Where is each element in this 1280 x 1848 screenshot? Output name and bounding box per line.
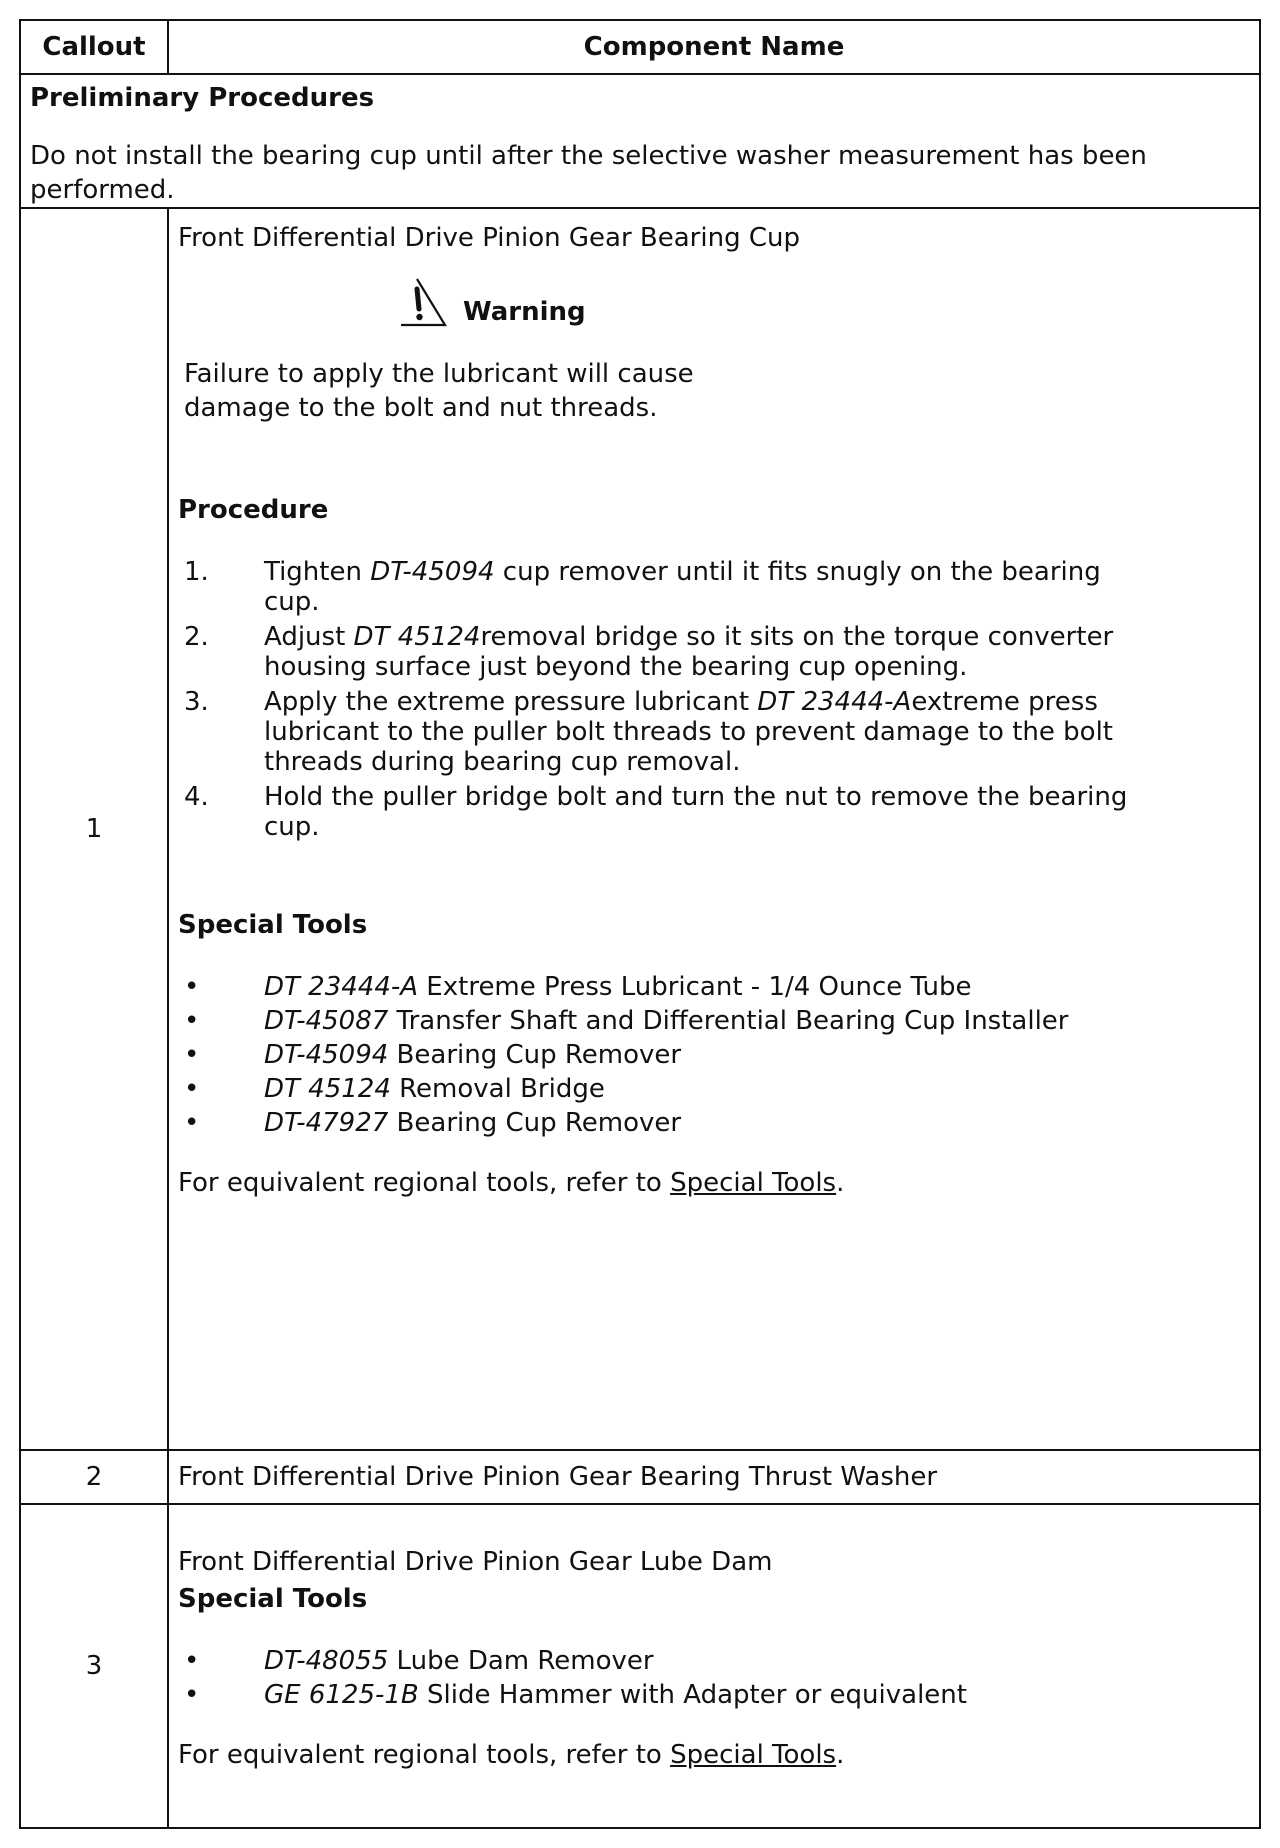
procedure-table bbox=[19, 19, 1261, 1829]
bullet: • bbox=[184, 972, 200, 1002]
tool-id: DT-48055 bbox=[264, 1646, 389, 1676]
callout-2: 2 bbox=[20, 1450, 168, 1504]
tool-id: DT 23444-A bbox=[264, 972, 419, 1002]
bullet: • bbox=[184, 1680, 200, 1710]
tool-id: GE 6125-1B bbox=[264, 1680, 419, 1710]
list-item: 4. Hold the puller bridge bolt and turn the nut to remove the bearing cup. bbox=[178, 782, 1259, 842]
tool-id: DT-47927 bbox=[264, 1108, 389, 1138]
tool-reference: DT 23444-A bbox=[757, 687, 912, 717]
bullet: • bbox=[184, 1646, 200, 1676]
refer-line-1: For equivalent regional tools, refer to Special Tools. bbox=[178, 1168, 845, 1198]
component-name-2: Front Differential Drive Pinion Gear Bearing Thrust Washer bbox=[178, 1462, 938, 1492]
preliminary-text: Do not install the bearing cup until after the selective washer measurement has been performed. bbox=[30, 141, 1147, 205]
list-item: 3. Apply the extreme pressure lubricant DT 23444-Aextreme press lubricant to the puller bolt threads to prevent damage to the bolt threads during bearing cup removal. bbox=[178, 687, 1259, 777]
warning-triangle-icon bbox=[395, 275, 451, 331]
tool-id: DT-45094 bbox=[264, 1040, 389, 1070]
warning-block bbox=[395, 275, 1259, 331]
bullet: • bbox=[184, 1040, 200, 1070]
step-number: 1. bbox=[184, 557, 209, 587]
special-tools-link[interactable]: Special Tools bbox=[670, 1740, 837, 1770]
special-tools-title: Special Tools bbox=[178, 910, 368, 940]
list-item: • DT-47927 Bearing Cup Remover bbox=[178, 1108, 1259, 1138]
tool-id: DT-45087 bbox=[264, 1006, 389, 1036]
tool-reference: DT 45124 bbox=[353, 622, 481, 652]
bullet: • bbox=[184, 1006, 200, 1036]
step-number: 3. bbox=[184, 687, 209, 717]
table-row bbox=[20, 1504, 1260, 1828]
warning-label: Warning bbox=[463, 297, 586, 327]
list-item: • DT-45087 Transfer Shaft and Differential Bearing Cup Installer bbox=[178, 1006, 1259, 1036]
table-row bbox=[20, 208, 1260, 1450]
special-tools-link[interactable]: Special Tools bbox=[670, 1168, 837, 1198]
component-name-1: Front Differential Drive Pinion Gear Bearing Cup bbox=[178, 223, 800, 253]
refer-line-3: For equivalent regional tools, refer to Special Tools. bbox=[178, 1740, 845, 1770]
callout-1: 1 bbox=[20, 208, 168, 1450]
list-item: • DT 45124 Removal Bridge bbox=[178, 1074, 1259, 1104]
special-tools-list bbox=[169, 1646, 1259, 1710]
list-item: • DT 23444-A Extreme Press Lubricant - 1/4 Ounce Tube bbox=[178, 972, 1259, 1002]
preliminary-row bbox=[20, 74, 1260, 208]
bullet: • bbox=[184, 1074, 200, 1104]
callout-3: 3 bbox=[20, 1504, 168, 1828]
list-item: • GE 6125-1B Slide Hammer with Adapter or equivalent bbox=[178, 1680, 1259, 1710]
procedure-title: Procedure bbox=[178, 495, 329, 525]
list-item: • DT-45094 Bearing Cup Remover bbox=[178, 1040, 1259, 1070]
preliminary-title: Preliminary Procedures bbox=[30, 83, 375, 113]
bullet: • bbox=[184, 1108, 200, 1138]
header-callout: Callout bbox=[20, 20, 168, 74]
component-name-3: Front Differential Drive Pinion Gear Lube Dam bbox=[178, 1547, 773, 1577]
header-component-name: Component Name bbox=[168, 20, 1260, 74]
list-item: 2. Adjust DT 45124removal bridge so it sits on the torque converter housing surface just beyond the bearing cup opening. bbox=[178, 622, 1259, 682]
warning-text: Failure to apply the lubricant will cause damage to the bolt and nut threads. bbox=[184, 359, 694, 423]
step-number: 2. bbox=[184, 622, 209, 652]
list-item: 1. Tighten DT-45094 cup remover until it fits snugly on the bearing cup. bbox=[178, 557, 1259, 617]
table-header-row bbox=[20, 20, 1260, 74]
special-tools-list bbox=[169, 972, 1259, 1138]
tool-id: DT 45124 bbox=[264, 1074, 391, 1104]
special-tools-title: Special Tools bbox=[178, 1584, 368, 1614]
procedure-steps bbox=[169, 557, 1259, 842]
step-number: 4. bbox=[184, 782, 209, 812]
tool-reference: DT-45094 bbox=[370, 557, 495, 587]
list-item: • DT-48055 Lube Dam Remover bbox=[178, 1646, 1259, 1676]
table-row bbox=[20, 1450, 1260, 1504]
